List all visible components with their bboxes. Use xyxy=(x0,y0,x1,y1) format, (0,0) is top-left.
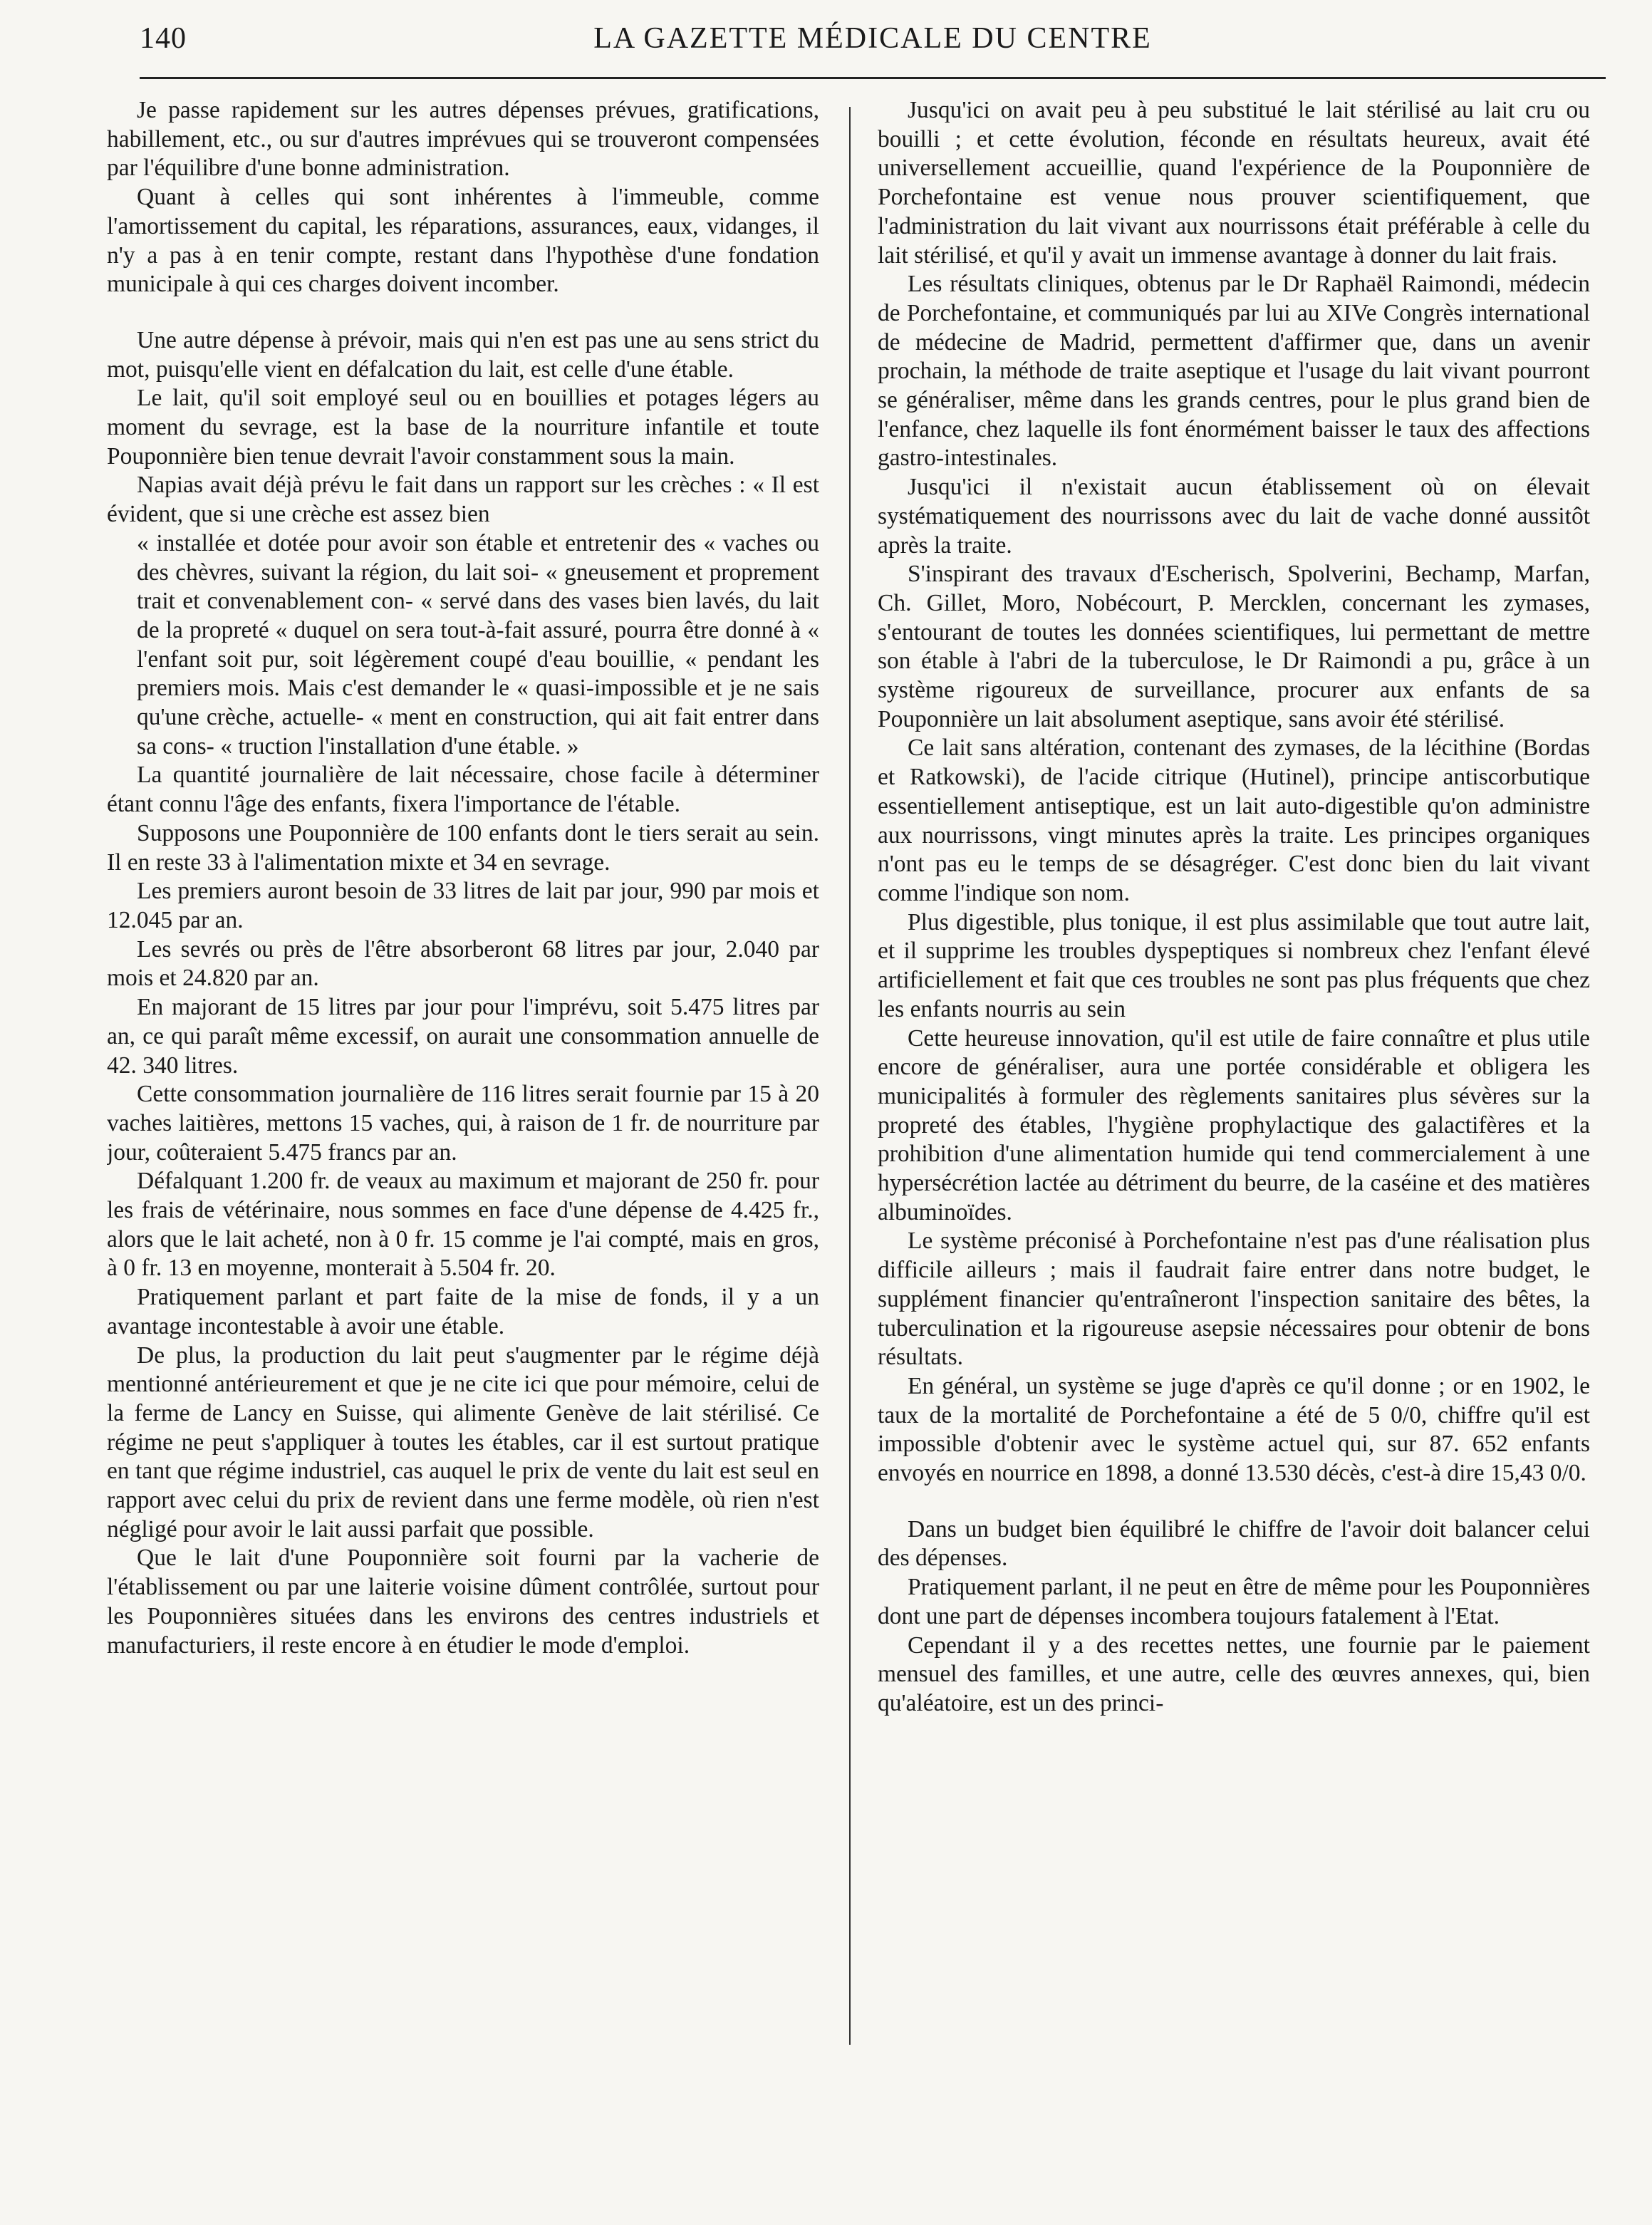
page-header xyxy=(140,21,1606,61)
paragraph: Quant à celles qui sont inhérentes à l'immeuble, comme l'amortissement du capital, les réparations, assurances, eaux, vidanges, il n'y a pas à en tenir compte, restant dans l'hypothèse d'une fondation municipale à qui ces charges doivent incomber. xyxy=(107,184,819,298)
paragraph: Napias avait déjà prévu le fait dans un rapport sur les crèches : « Il est évident, que si une crèche est assez bien xyxy=(107,472,819,528)
paragraph: Je passe rapidement sur les autres dépenses prévues, gratifications, habillement, etc., ou sur d'autres imprévues qui se trouveront compensées par l'équilibre d'une bonne administration. xyxy=(107,97,819,182)
paragraph: Une autre dépense à prévoir, mais qui n'en est pas une au sens strict du mot, puisqu'elle vient en défalcation du lait, est celle d'une étable. xyxy=(107,326,819,383)
paragraph: En majorant de 15 litres par jour pour l'imprévu, soit 5.475 litres par an, ce qui paraît même excessif, on aurait une consommation annuelle de 42. 340 litres. xyxy=(107,994,819,1079)
paragraph: De plus, la production du lait peut s'augmenter par le régime déjà mentionné antérieurement et que je ne cite ici que pour mémoire, celui de la ferme de Lancy en Suisse, qui alimente Genève de lait stérilisé. Ce régime ne peut s'appliquer à toutes les étables, car il est surtout pratique en tant que régime industriel, cas auquel le prix de vente du lait est seul en rapport avec celui du prix de revient dans une ferme modèle, où rien n'est négligé pour avoir le lait aussi parfait que possible. xyxy=(107,1342,819,1542)
paragraph: Cette consommation journalière de 116 litres serait fournie par 15 à 20 vaches laitières, mettons 15 vaches, qui, à raison de 1 fr. de nourriture par jour, coûteraient 5.475 francs par an. xyxy=(107,1081,819,1166)
paragraph: Ce lait sans altération, contenant des zymases, de la lécithine (Bordas et Ratkowski), de l'acide citrique (Hutinel), principe antiscorbutique essentiellement antiseptique, est un lait auto-digestible qu'on administre aux nourrissons, vingt minutes après la traite. Les principes organiques n'ont pas eu le temps de se désagréger. C'est donc bien du lait vivant comme l'indique son nom. xyxy=(878,735,1590,906)
paragraph: Pratiquement parlant, il ne peut en être de même pour les Pouponnières dont une part de dépenses incombera toujours fatalement à l'Etat. xyxy=(878,1574,1590,1629)
paragraph: Que le lait d'une Pouponnière soit fourni par la vacherie de l'établissement ou par une laiterie voisine dûment contrôlée, surtout pour les Pouponnières situées dans les environs des centres industriels et manufacturiers, il reste encore à en étudier le mode d'emploi. xyxy=(107,1545,819,1659)
right-column xyxy=(878,96,1590,2212)
paragraph: Le lait, qu'il soit employé seul ou en bouillies et potages légers au moment du sevrage, est la base de la nourriture infantile et toute Pouponnière bien tenue devrait l'avoir constamment sous la main. xyxy=(107,385,819,470)
quotation: « installée et dotée pour avoir son étable et entretenir des « vaches ou des chèvres, suivant la région, du lait soi- « gneusement et proprement trait et convenablement con- « servé dans des vases bien lavés, du lait de la propreté « duquel on sera tout-à-fait assuré, pourra être donné à « l'enfant soit pur, soit légèrement coupé d'eau bouillie, « pendant les premiers mois. Mais c'est demander le « quasi-impossible et je ne sais qu'une crèche, actuelle- « ment en construction, qui ait fait entrer dans sa cons- « truction l'installation d'une étable. » xyxy=(137,529,819,759)
journal-title: LA GAZETTE MÉDICALE DU CENTRE xyxy=(593,22,1152,55)
paragraph: Cependant il y a des recettes nettes, une fournie par le paiement mensuel des familles, et une autre, celle des œuvres annexes, qui, bien qu'aléatoire, est un des princi- xyxy=(878,1632,1590,1716)
paragraph: Le système préconisé à Porchefontaine n'est pas d'une réalisation plus difficile ailleurs ; mais il faudrait faire entrer dans notre budget, le supplément financier qu'entraîneront l'inspection sanitaire des bêtes, la tuberculination et la rigoureuse asepsie nécessaires pour obtenir de bons résultats. xyxy=(878,1228,1590,1371)
paragraph: S'inspirant des travaux d'Escherisch, Spolverini, Bechamp, Marfan, Ch. Gillet, Moro, Nobécourt, P. Mercklen, concernant les zymases, s'entourant de toutes les données scientifiques, lui permettant de mettre son étable à l'abri de la tuberculose, le Dr Raimondi a pu, grâce à un système rigoureux de surveillance, procurer aux enfants de sa Pouponnière un lait absolument aseptique, sans avoir été stérilisé. xyxy=(878,561,1590,732)
paragraph: Les résultats cliniques, obtenus par le Dr Raphaël Raimondi, médecin de Porchefontaine, et communiqués par lui au XIVe Congrès international de médecine de Madrid, permettent d'affirmer que, dans un avenir prochain, la méthode de traite aseptique et l'usage du lait vivant pourront se généraliser, même dans les grands centres, pour le plus grand bien de l'enfance, chez laquelle ils font énormément baisser le taux des affections gastro-intestinales. xyxy=(878,271,1590,472)
paragraph: Pratiquement parlant et part faite de la mise de fonds, il y a un avantage incontestable à avoir une étable. xyxy=(107,1284,819,1339)
page-number: 140 xyxy=(140,22,187,55)
paragraph: Dans un budget bien équilibré le chiffre de l'avoir doit balancer celui des dépenses. xyxy=(878,1515,1590,1572)
paragraph: Plus digestible, plus tonique, il est plus assimilable que tout autre lait, et il supprime les troubles dyspeptiques si nombreux chez l'enfant élevé artificiellement et fait que ces troubles ne sont pas plus fréquents que chez les enfants nourris au sein xyxy=(878,908,1590,1022)
paragraph: La quantité journalière de lait nécessaire, chose facile à déterminer étant connu l'âge des enfants, fixera l'importance de l'étable. xyxy=(107,762,819,818)
header-rule xyxy=(140,77,1606,79)
column-divider xyxy=(849,107,851,2045)
paragraph: Les sevrés ou près de l'être absorberont 68 litres par jour, 2.040 par mois et 24.820 par an. xyxy=(107,935,819,992)
paragraph: En général, un système se juge d'après ce qu'il donne ; or en 1902, le taux de la mortalité de Porchefontaine a été de 5 0/0, chiffre qu'il est impossible d'obtenir avec le système actuel qui, sur 87. 652 enfants envoyés en nourrice en 1898, a donné 13.530 décès, c'est-à dire 15,43 0/0. xyxy=(878,1372,1590,1487)
paragraph: Cette heureuse innovation, qu'il est utile de faire connaître et plus utile encore de généraliser, aura une portée considérable et obligera les municipalités à formuler des règlements sanitaires plus sévères sur la propreté des étables, l'hygiène prophylactique des galactifères et la prohibition d'une alimentation humide qui tend commercialement à une hypersécrétion lactée au détriment du beurre, de la caséine et des matières albuminoïdes. xyxy=(878,1025,1590,1225)
left-column xyxy=(107,96,819,2212)
paragraph: Supposons une Pouponnière de 100 enfants dont le tiers serait au sein. Il en reste 33 à l'alimentation mixte et 34 en sevrage. xyxy=(107,819,819,876)
paragraph: Jusqu'ici il n'existait aucun établissement où on élevait systématiquement des nourrissons avec du lait de vache donné aussitôt après la traite. xyxy=(878,474,1590,559)
paragraph: Les premiers auront besoin de 33 litres de lait par jour, 990 par mois et 12.045 par an. xyxy=(107,878,819,933)
paragraph: Défalquant 1.200 fr. de veaux au maximum et majorant de 250 fr. pour les frais de vétérinaire, nous sommes en face d'une dépense de 4.425 fr., alors que le lait acheté, non à 0 fr. 15 comme je l'ai compté, mais en gros, à 0 fr. 13 en moyenne, monterait à 5.504 fr. 20. xyxy=(107,1168,819,1282)
paragraph: Jusqu'ici on avait peu à peu substitué le lait stérilisé au lait cru ou bouilli ; et cette évolution, féconde en résultats heureux, avait été universellement accueillie, quand l'expérience de la Pouponnière de Porchefontaine est venue nous prouver scientifiquement, que l'administration du lait vivant aux nourrissons était préférable à celle du lait stérilisé, et qu'il y avait un immense avantage à donner du lait frais. xyxy=(878,97,1590,269)
